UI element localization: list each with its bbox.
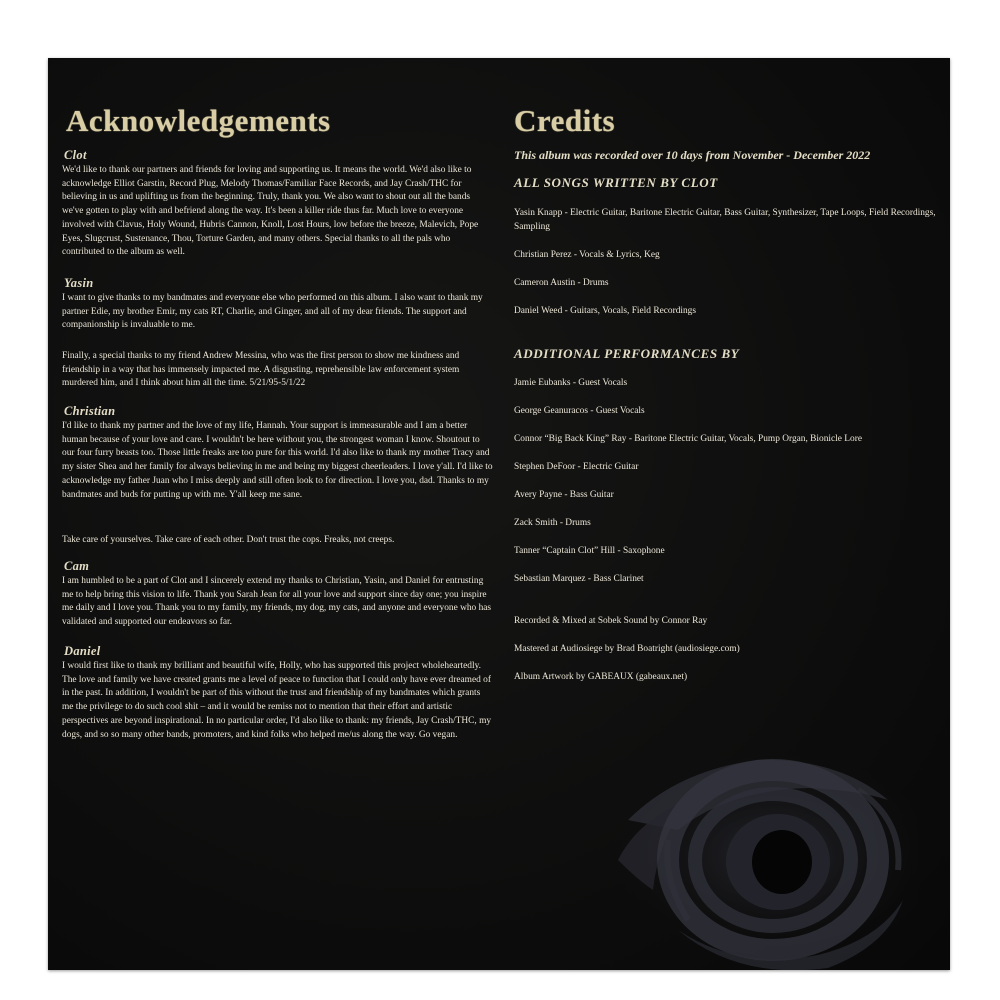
paragraph-clot: We'd like to thank our partners and friends for loving and supporting us. It means the world. We'd also like to acknowledge Elliot Garstin, Record Plug, Melody Thomas/Familiar Face Records, and Jay Crash/THC for believing in us and uplifting us from the beginning. Truly, thank you. We also want to shout out all the bands we've gotten to play with and befriend along the way. It's been a killer ride thus far. Much love to everyone involved with Clavus, Holy Wound, Hubris Cannon, Knoll, Lost Hours, low before the breeze, Malevich, Pope Eyes, Slugcrust, Sustenance, Thou, Torture Garden, and many others. Special thanks to all the pals who contributed to the album as well. (62, 165, 479, 258)
credit-member: Yasin Knapp - Electric Guitar, Baritone Electric Guitar, Bass Guitar, Synthesizer, Tape Loops, Field Recordings, Sampling (514, 208, 936, 232)
credit-additional: Jamie Eubanks - Guest Vocals (514, 378, 628, 388)
credit-additional: Stephen DeFoor - Electric Guitar (514, 462, 639, 472)
credits-heading: Credits (514, 103, 616, 138)
credit-member: Daniel Weed - Guitars, Vocals, Field Recordings (514, 306, 697, 316)
credit-additional: George Geanuracos - Guest Vocals (514, 406, 645, 416)
paragraph-christian-2: Take care of yourselves. Take care of each other. Don't trust the cops. Freaks, not creeps. (62, 535, 395, 545)
booklet-page (48, 58, 950, 970)
credits-subtitle: This album was recorded over 10 days from November - December 2022 (514, 148, 871, 162)
credit-member: Christian Perez - Vocals & Lyrics, Keg (514, 250, 660, 260)
credit-additional: Avery Payne - Bass Guitar (514, 490, 614, 500)
credit-production: Mastered at Audiosiege by Brad Boatright (audiosiege.com) (514, 644, 740, 654)
section-name-yasin: Yasin (64, 276, 94, 290)
credit-production: Album Artwork by GABEAUX (gabeaux.net) (514, 672, 688, 682)
section-name-christian: Christian (64, 404, 116, 418)
eye-artwork-icon (558, 730, 918, 970)
paragraph-yasin-1: I want to give thanks to my bandmates and everyone else who performed on this album. I also want to thank my partner Edie, my brother Emir, my cats RT, Charlie, and Ginger, and all of my dear friends. The support and companionship is invaluable to me. (62, 293, 483, 331)
section-name-clot: Clot (64, 148, 87, 162)
acknowledgements-heading: Acknowledgements (66, 103, 331, 138)
written-by-title: ALL SONGS WRITTEN BY CLOT (514, 175, 718, 190)
credit-additional: Connor “Big Back King” Ray - Baritone Electric Guitar, Vocals, Pump Organ, Bionicle Lore (514, 434, 862, 444)
section-name-daniel: Daniel (64, 644, 101, 658)
credit-member: Cameron Austin - Drums (514, 278, 609, 288)
paragraph-cam: I am humbled to be a part of Clot and I sincerely extend my thanks to Christian, Yasin, and Daniel for entrusting me to help bring this vision to life. Thank you Sarah Jean for all your love and support since day one; you inspire me daily and I love you. Thank you to my family, my friends, my dog, my cats, and anyone and everyone who has validated and supported our endeavors so far. (62, 576, 492, 628)
credit-additional: Zack Smith - Drums (514, 518, 591, 528)
paragraph-christian-1: I'd like to thank my partner and the love of my life, Hannah. Your support is immeasurable and I am a better human because of your love and care. I wouldn't be here without you, the strongest woman I know. Shoutout to our four furry beasts too. Those little freaks are too pure for this world. I'd also like to thank my mother Tracy and my sister Shea and her family for always believing in me and being my biggest cheerleaders. I love y'all. I'd like to acknowledge my father Juan who I miss deeply and still often look to for direction. I love you, dad. Thanks to my bandmates and buds for putting up with me. Y'all keep me sane. (62, 421, 493, 500)
credit-additional: Sebastian Marquez - Bass Clarinet (514, 574, 644, 584)
additional-performances-title: ADDITIONAL PERFORMANCES BY (514, 346, 740, 361)
credit-additional: Tanner “Captain Clot” Hill - Saxophone (514, 546, 665, 556)
paragraph-yasin-2: Finally, a special thanks to my friend Andrew Messina, who was the first person to show me kindness and friendship in a way that has immensely impacted me. A disgusting, reprehensible law enforcement system murdered him, and I think about him all the time. 5/21/95-5/1/22 (62, 351, 460, 389)
section-name-cam: Cam (64, 559, 90, 573)
credit-production: Recorded & Mixed at Sobek Sound by Connor Ray (514, 616, 708, 626)
paragraph-daniel: I would first like to thank my brilliant and beautiful wife, Holly, who has supported this project wholeheartedly. The love and family we have created grants me a level of peace to function that I could only have ever dreamed of in the past. In addition, I wouldn't be part of this without the trust and friendship of my bandmates which grants me the privilege to do such cool shit – and it would be remiss not to mention that their effort and artistic perspectives are beyond inspirational. In no particular order, I'd also like to thank: my friends, Jay Crash/THC, my dogs, and so so many other bands, promoters, and kind folks who helped me/us along the way. Go vegan. (62, 661, 492, 740)
